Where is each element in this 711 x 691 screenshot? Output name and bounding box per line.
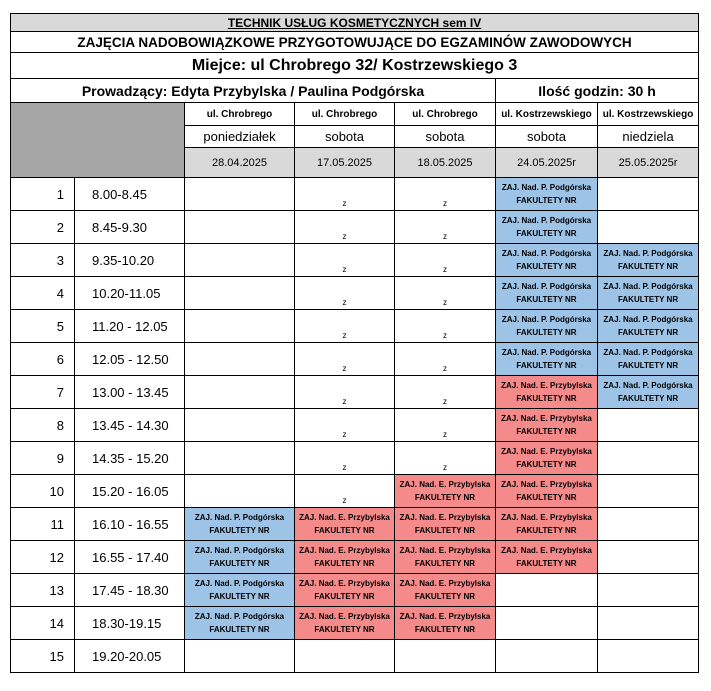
class-event bbox=[496, 475, 598, 508]
empty-cell bbox=[395, 343, 496, 376]
cell-mark: z bbox=[443, 199, 447, 208]
event-type: FAKULTETY NR bbox=[516, 460, 577, 469]
event-type: FAKULTETY NR bbox=[516, 526, 577, 535]
event-teacher: ZAJ. Nad. P. Podgórska bbox=[501, 249, 592, 258]
event-teacher: ZAJ. Nad. E. Przybylska bbox=[501, 414, 592, 423]
event-type: FAKULTETY NR bbox=[414, 493, 476, 502]
document-subtitle: ZAJĘCIA NADOBOWIĄZKOWE PRZYGOTOWUJĄCE DO EGZAMINÓW ZAWODOWYCH bbox=[11, 32, 699, 53]
class-event bbox=[185, 508, 295, 541]
column-date: 25.05.2025r bbox=[598, 148, 699, 178]
event-teacher: ZAJ. Nad. E. Przybylska bbox=[501, 513, 592, 522]
empty-cell bbox=[295, 244, 395, 277]
table-row bbox=[11, 343, 699, 376]
event-type: FAKULTETY NR bbox=[314, 559, 375, 568]
empty-cell bbox=[295, 376, 395, 409]
event-type: FAKULTETY NR bbox=[516, 262, 577, 271]
column-day: sobota bbox=[295, 126, 395, 148]
empty-cell bbox=[395, 310, 496, 343]
table-row bbox=[11, 211, 699, 244]
event-type: FAKULTETY NR bbox=[209, 625, 270, 634]
slot-time: 8.00-8.45 bbox=[75, 178, 185, 211]
empty-cell bbox=[185, 409, 295, 442]
empty-cell bbox=[185, 475, 295, 508]
empty-cell bbox=[598, 640, 699, 673]
event-teacher: ZAJ. Nad. E. Przybylska bbox=[299, 546, 390, 555]
table-row bbox=[11, 310, 699, 343]
event-teacher: ZAJ. Nad. E. Przybylska bbox=[399, 546, 491, 555]
empty-cell bbox=[295, 409, 395, 442]
teachers-line: Prowadzący: Edyta Przybylska / Paulina Podgórska bbox=[11, 79, 496, 103]
event-type: FAKULTETY NR bbox=[516, 427, 577, 436]
event-teacher: ZAJ. Nad. E. Przybylska bbox=[399, 612, 491, 621]
event-teacher: ZAJ. Nad. E. Przybylska bbox=[299, 579, 390, 588]
empty-cell bbox=[395, 376, 496, 409]
class-event bbox=[598, 244, 699, 277]
class-event bbox=[185, 574, 295, 607]
empty-cell bbox=[496, 607, 598, 640]
class-event bbox=[295, 541, 395, 574]
class-event bbox=[395, 541, 496, 574]
empty-cell bbox=[598, 508, 699, 541]
event-type: FAKULTETY NR bbox=[209, 559, 270, 568]
event-type: FAKULTETY NR bbox=[516, 394, 577, 403]
event-type: FAKULTETY NR bbox=[516, 361, 577, 370]
event-teacher: ZAJ. Nad. P. Podgórska bbox=[603, 282, 693, 291]
class-event bbox=[496, 178, 598, 211]
event-type: FAKULTETY NR bbox=[414, 592, 476, 601]
empty-cell bbox=[395, 409, 496, 442]
class-event bbox=[496, 541, 598, 574]
cell-mark: z bbox=[342, 331, 347, 340]
column-day: sobota bbox=[496, 126, 598, 148]
event-teacher: ZAJ. Nad. E. Przybylska bbox=[299, 513, 390, 522]
event-type: FAKULTETY NR bbox=[617, 394, 679, 403]
event-teacher: ZAJ. Nad. P. Podgórska bbox=[603, 315, 693, 324]
slot-time: 9.35-10.20 bbox=[75, 244, 185, 277]
empty-cell bbox=[185, 178, 295, 211]
slot-time: 16.55 - 17.40 bbox=[75, 541, 185, 574]
class-event bbox=[598, 376, 699, 409]
slot-number: 13 bbox=[11, 574, 75, 607]
table-row bbox=[11, 244, 699, 277]
cell-mark: z bbox=[342, 265, 347, 274]
table-row bbox=[11, 475, 699, 508]
table-row bbox=[11, 640, 699, 673]
slot-number: 2 bbox=[11, 211, 75, 244]
column-location: ul. Kostrzewskiego bbox=[496, 103, 598, 126]
slot-time: 16.10 - 16.55 bbox=[75, 508, 185, 541]
slot-time: 10.20-11.05 bbox=[75, 277, 185, 310]
event-teacher: ZAJ. Nad. E. Przybylska bbox=[501, 480, 592, 489]
class-event bbox=[395, 508, 496, 541]
slot-time: 15.20 - 16.05 bbox=[75, 475, 185, 508]
class-event bbox=[295, 508, 395, 541]
class-event bbox=[496, 442, 598, 475]
event-type: FAKULTETY NR bbox=[617, 328, 679, 337]
event-type: FAKULTETY NR bbox=[209, 526, 270, 535]
class-event bbox=[598, 310, 699, 343]
event-teacher: ZAJ. Nad. P. Podgórska bbox=[194, 513, 285, 522]
event-type: FAKULTETY NR bbox=[516, 196, 577, 205]
cell-mark: z bbox=[443, 265, 447, 274]
class-event bbox=[395, 574, 496, 607]
event-teacher: ZAJ. Nad. P. Podgórska bbox=[501, 216, 592, 225]
slot-number: 4 bbox=[11, 277, 75, 310]
empty-cell bbox=[598, 409, 699, 442]
class-event bbox=[598, 343, 699, 376]
table-row bbox=[11, 277, 699, 310]
class-event bbox=[496, 244, 598, 277]
event-teacher: ZAJ. Nad. P. Podgórska bbox=[194, 579, 285, 588]
cell-mark: z bbox=[342, 430, 347, 439]
empty-cell bbox=[395, 244, 496, 277]
slot-number: 11 bbox=[11, 508, 75, 541]
class-event bbox=[496, 310, 598, 343]
event-type: FAKULTETY NR bbox=[516, 295, 577, 304]
empty-cell bbox=[185, 640, 295, 673]
column-location: ul. Chrobrego bbox=[185, 103, 295, 126]
empty-cell bbox=[295, 178, 395, 211]
empty-cell bbox=[295, 310, 395, 343]
table-row bbox=[11, 178, 699, 211]
cell-mark: z bbox=[342, 496, 347, 505]
empty-cell bbox=[185, 310, 295, 343]
empty-cell bbox=[395, 277, 496, 310]
empty-cell bbox=[295, 343, 395, 376]
slot-time: 14.35 - 15.20 bbox=[75, 442, 185, 475]
slot-time: 11.20 - 12.05 bbox=[75, 310, 185, 343]
event-type: FAKULTETY NR bbox=[516, 559, 577, 568]
class-event bbox=[185, 607, 295, 640]
empty-cell bbox=[395, 211, 496, 244]
event-teacher: ZAJ. Nad. E. Przybylska bbox=[501, 546, 592, 555]
event-type: FAKULTETY NR bbox=[414, 625, 476, 634]
event-teacher: ZAJ. Nad. P. Podgórska bbox=[501, 183, 592, 192]
class-event bbox=[496, 409, 598, 442]
table-row bbox=[11, 409, 699, 442]
event-type: FAKULTETY NR bbox=[314, 625, 375, 634]
table-row bbox=[11, 442, 699, 475]
cell-mark: z bbox=[342, 298, 347, 307]
cell-mark: z bbox=[342, 397, 347, 406]
slot-time: 19.20-20.05 bbox=[75, 640, 185, 673]
empty-cell bbox=[185, 442, 295, 475]
empty-cell bbox=[598, 442, 699, 475]
class-event bbox=[496, 211, 598, 244]
empty-cell bbox=[185, 211, 295, 244]
class-event bbox=[496, 508, 598, 541]
class-event bbox=[598, 277, 699, 310]
column-date: 17.05.2025 bbox=[295, 148, 395, 178]
table-row bbox=[11, 508, 699, 541]
empty-cell bbox=[295, 211, 395, 244]
event-teacher: ZAJ. Nad. P. Podgórska bbox=[603, 249, 693, 258]
cell-mark: z bbox=[342, 364, 347, 373]
slot-number: 3 bbox=[11, 244, 75, 277]
slot-number: 9 bbox=[11, 442, 75, 475]
empty-cell bbox=[598, 475, 699, 508]
class-event bbox=[496, 277, 598, 310]
slot-number: 1 bbox=[11, 178, 75, 211]
cell-mark: z bbox=[342, 199, 347, 208]
empty-cell bbox=[395, 640, 496, 673]
slot-number: 12 bbox=[11, 541, 75, 574]
slot-time: 13.00 - 13.45 bbox=[75, 376, 185, 409]
class-event bbox=[496, 343, 598, 376]
event-teacher: ZAJ. Nad. E. Przybylska bbox=[399, 513, 491, 522]
cell-mark: z bbox=[443, 331, 447, 340]
empty-cell bbox=[598, 211, 699, 244]
cell-mark: z bbox=[443, 397, 447, 406]
event-type: FAKULTETY NR bbox=[617, 361, 679, 370]
cell-mark: z bbox=[443, 463, 447, 472]
event-teacher: ZAJ. Nad. P. Podgórska bbox=[194, 612, 285, 621]
cell-mark: z bbox=[342, 463, 347, 472]
empty-cell bbox=[395, 178, 496, 211]
column-location: ul. Chrobrego bbox=[395, 103, 496, 126]
empty-cell bbox=[598, 607, 699, 640]
table-row bbox=[11, 541, 699, 574]
cell-mark: z bbox=[443, 298, 447, 307]
event-teacher: ZAJ. Nad. P. Podgórska bbox=[501, 282, 592, 291]
slot-number: 8 bbox=[11, 409, 75, 442]
slot-number: 10 bbox=[11, 475, 75, 508]
column-day: sobota bbox=[395, 126, 496, 148]
column-date: 28.04.2025 bbox=[185, 148, 295, 178]
hours-count: Ilość godzin: 30 h bbox=[496, 79, 699, 103]
column-day: poniedziałek bbox=[185, 126, 295, 148]
empty-cell bbox=[598, 541, 699, 574]
event-teacher: ZAJ. Nad. E. Przybylska bbox=[501, 447, 592, 456]
slot-time: 8.45-9.30 bbox=[75, 211, 185, 244]
table-row bbox=[11, 376, 699, 409]
empty-cell bbox=[185, 376, 295, 409]
empty-cell bbox=[598, 178, 699, 211]
column-date: 18.05.2025 bbox=[395, 148, 496, 178]
event-teacher: ZAJ. Nad. P. Podgórska bbox=[501, 348, 592, 357]
event-teacher: ZAJ. Nad. P. Podgórska bbox=[603, 381, 693, 390]
empty-cell bbox=[496, 640, 598, 673]
event-type: FAKULTETY NR bbox=[209, 592, 270, 601]
empty-cell bbox=[185, 244, 295, 277]
empty-cell bbox=[185, 277, 295, 310]
event-teacher: ZAJ. Nad. E. Przybylska bbox=[299, 612, 390, 621]
slot-number: 5 bbox=[11, 310, 75, 343]
event-teacher: ZAJ. Nad. E. Przybylska bbox=[501, 381, 592, 390]
slot-number: 7 bbox=[11, 376, 75, 409]
event-type: FAKULTETY NR bbox=[414, 559, 476, 568]
schedule-table bbox=[10, 13, 699, 673]
slot-number: 15 bbox=[11, 640, 75, 673]
event-type: FAKULTETY NR bbox=[414, 526, 476, 535]
column-location: ul. Kostrzewskiego bbox=[598, 103, 699, 126]
event-teacher: ZAJ. Nad. P. Podgórska bbox=[501, 315, 592, 324]
class-event bbox=[295, 574, 395, 607]
cell-mark: z bbox=[443, 232, 447, 241]
document-title: TECHNIK USŁUG KOSMETYCZNYCH sem IV bbox=[11, 14, 699, 32]
place-line: Miejce: ul Chrobrego 32/ Kostrzewskiego 3 bbox=[11, 53, 699, 79]
header-corner bbox=[11, 103, 185, 178]
class-event bbox=[395, 607, 496, 640]
empty-cell bbox=[295, 640, 395, 673]
cell-mark: z bbox=[443, 364, 447, 373]
empty-cell bbox=[496, 574, 598, 607]
empty-cell bbox=[395, 442, 496, 475]
event-type: FAKULTETY NR bbox=[314, 526, 375, 535]
slot-time: 12.05 - 12.50 bbox=[75, 343, 185, 376]
class-event bbox=[185, 541, 295, 574]
column-day: niedziela bbox=[598, 126, 699, 148]
event-type: FAKULTETY NR bbox=[516, 493, 577, 502]
slot-number: 14 bbox=[11, 607, 75, 640]
slot-number: 6 bbox=[11, 343, 75, 376]
event-type: FAKULTETY NR bbox=[516, 229, 577, 238]
column-date: 24.05.2025r bbox=[496, 148, 598, 178]
event-teacher: ZAJ. Nad. P. Podgórska bbox=[603, 348, 693, 357]
class-event bbox=[395, 475, 496, 508]
cell-mark: z bbox=[443, 430, 447, 439]
event-teacher: ZAJ. Nad. E. Przybylska bbox=[399, 480, 491, 489]
empty-cell bbox=[598, 574, 699, 607]
slot-time: 17.45 - 18.30 bbox=[75, 574, 185, 607]
event-teacher: ZAJ. Nad. E. Przybylska bbox=[399, 579, 491, 588]
empty-cell bbox=[295, 277, 395, 310]
class-event bbox=[295, 607, 395, 640]
slot-time: 13.45 - 14.30 bbox=[75, 409, 185, 442]
empty-cell bbox=[295, 442, 395, 475]
table-row bbox=[11, 574, 699, 607]
column-location: ul. Chrobrego bbox=[295, 103, 395, 126]
empty-cell bbox=[185, 343, 295, 376]
event-type: FAKULTETY NR bbox=[314, 592, 375, 601]
slot-time: 18.30-19.15 bbox=[75, 607, 185, 640]
event-type: FAKULTETY NR bbox=[617, 262, 679, 271]
cell-mark: z bbox=[342, 232, 347, 241]
event-teacher: ZAJ. Nad. P. Podgórska bbox=[194, 546, 285, 555]
event-type: FAKULTETY NR bbox=[617, 295, 679, 304]
empty-cell bbox=[295, 475, 395, 508]
table-row bbox=[11, 607, 699, 640]
class-event bbox=[496, 376, 598, 409]
event-type: FAKULTETY NR bbox=[516, 328, 577, 337]
